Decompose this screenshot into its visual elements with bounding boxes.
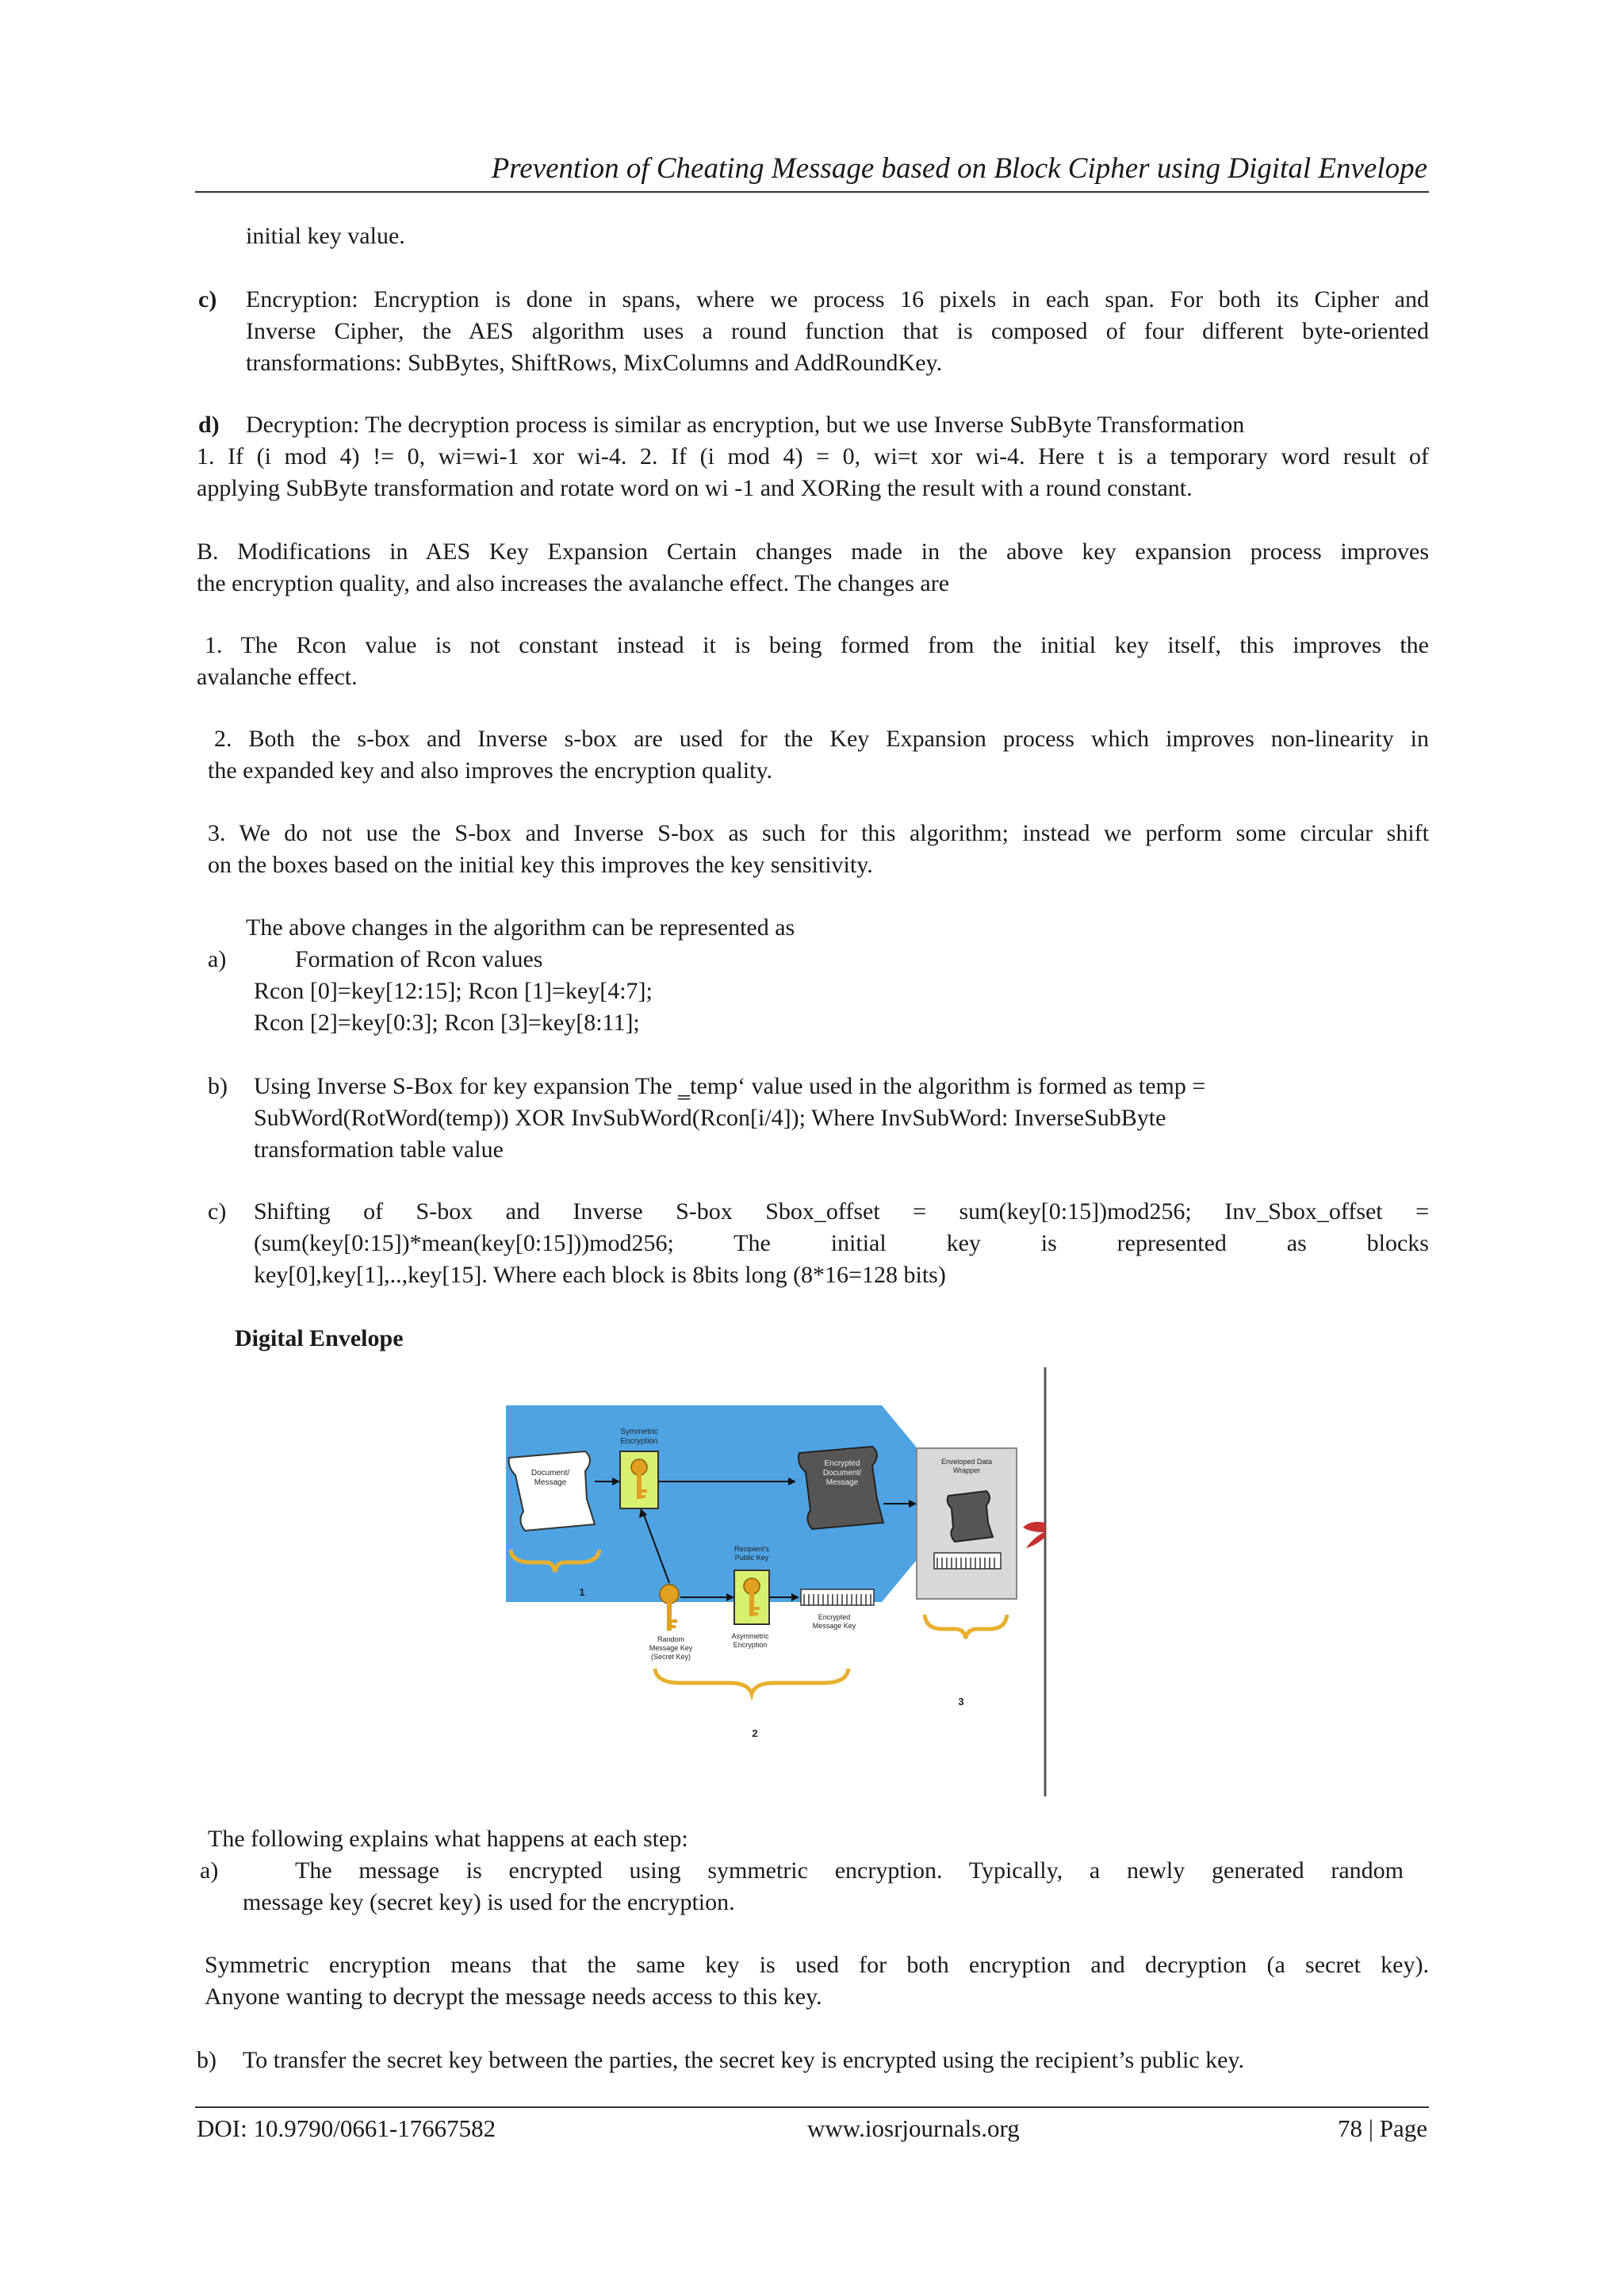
step-b-marker: b) [197, 2047, 216, 2073]
section-b-paragraph [197, 536, 1429, 600]
item-c-marker: c) [198, 286, 217, 312]
rep-c-marker: c) [208, 1198, 227, 1225]
step-1-number: 1 [579, 1586, 585, 1598]
change-2-paragraph [208, 723, 1429, 787]
section-b-line: B. Modifications in AES Key Expansion Certain changes made in the above key expansion process improves [197, 539, 1429, 565]
footer-page-number: 78 | Page [1338, 2114, 1427, 2142]
rep-c-line: key[0],key[1],..,key[15]. Where each block is 8bits long (8*16=128 bits) [254, 1262, 946, 1288]
rep-b-line: Using Inverse S-Box for key expansion The ‗temp‘ value used in the algorithm is formed as temp = [254, 1073, 1206, 1099]
change-3-line: on the boxes based on the initial key this improves the key sensitivity. [208, 852, 873, 878]
rep-a-title: Formation of Rcon values [295, 946, 543, 972]
step-3-brace [925, 1615, 1007, 1639]
document-scroll-icon [509, 1451, 595, 1531]
change-3-line: 3. We do not use the S-box and Inverse S-box as such for this algorithm; instead we perform some circular shift [208, 820, 1429, 846]
change-1-line: 1. The Rcon value is not constant instead it is being formed from the initial key itself, this improves the [205, 632, 1429, 658]
item-c-paragraph [246, 284, 1429, 379]
public-key-label: Recipient's [734, 1545, 769, 1553]
footer-rule [195, 2106, 1429, 2108]
step-a-marker: a) [200, 1857, 219, 1884]
encrypted-document-label: Encrypted [824, 1459, 860, 1468]
encrypted-document-icon [799, 1447, 883, 1529]
steps-intro: The following explains what happens at each step: [208, 1826, 688, 1852]
wrapper-label: Enveloped Data [940, 1458, 993, 1466]
rep-b-line: SubWord(RotWord(temp)) XOR InvSubWord(Rcon[i/4]); Where InvSubWord: InverseSubByte [254, 1105, 1166, 1131]
step-b-text: To transfer the secret key between the parties, the secret key is encrypted using the recipient’s public key. [243, 2047, 1244, 2073]
item-d-paragraph [197, 441, 1429, 504]
step-a-line: The message is encrypted using symmetric encryption. Typically, a newly generated random [295, 1857, 1404, 1884]
random-key-label: Random [657, 1635, 685, 1643]
document-label: Document/ [530, 1469, 570, 1478]
rep-b-line: transformation table value [254, 1137, 504, 1163]
public-key-label: Public Key [734, 1554, 769, 1562]
symmetric-line: Anyone wanting to decrypt the message needs access to this key. [205, 1984, 822, 2010]
change-1-line: avalanche effect. [197, 664, 358, 690]
digital-envelope-figure [476, 1364, 1078, 1808]
footer-website: www.iosrjournals.org [807, 2114, 1020, 2142]
symmetric-key-icon [620, 1451, 658, 1508]
item-c-line: transformations: SubBytes, ShiftRows, MixColumns and AddRoundKey. [246, 350, 943, 376]
item-d-line: Decryption: The decryption process is similar as encryption, but we use Inverse SubByte Transformation [246, 412, 1245, 438]
running-header-title: Prevention of Cheating Message based on Block Cipher using Digital Envelope [491, 152, 1427, 185]
rep-a-formula: Rcon [2]=key[0:3]; Rcon [3]=key[8:11]; [254, 1010, 640, 1036]
change-2-line: 2. Both the s-box and Inverse s-box are used for the Key Expansion process which improves non-linearity in [214, 726, 1429, 752]
symmetric-encryption-label: Encryption [620, 1437, 658, 1446]
item-c-line: Inverse Cipher, the AES algorithm uses a round function that is composed of four different byte-oriented [246, 318, 1429, 344]
encrypted-document-label: Document/ [822, 1469, 862, 1478]
encrypted-key-label: Message Key [812, 1622, 856, 1630]
random-key-label: Message Key [649, 1644, 693, 1652]
step-2-brace [655, 1669, 848, 1694]
step-3-number: 3 [958, 1696, 964, 1708]
pointer-glyph-icon [1023, 1522, 1045, 1548]
item-c-line: Encryption: Encryption is done in spans, where we process 16 pixels in each span. For both its Cipher and [246, 286, 1429, 312]
item-d-line: applying SubByte transformation and rotate word on wi -1 and XORing the result with a round constant. [197, 475, 1193, 501]
section-b-line: the encryption quality, and also increases the avalanche effect. The changes are [197, 570, 950, 596]
encrypted-document-label: Message [825, 1478, 859, 1487]
change-3-paragraph [208, 818, 1429, 881]
rep-a-formula: Rcon [0]=key[12:15]; Rcon [1]=key[4:7]; [254, 978, 653, 1004]
item-d-marker: d) [198, 412, 220, 438]
document-label: Message [534, 1478, 567, 1487]
asymmetric-encryption-label: Asymmetric [731, 1632, 769, 1640]
section-heading: Digital Envelope [235, 1325, 404, 1351]
random-key-icon [660, 1585, 679, 1631]
encrypted-key-strip-icon [801, 1589, 874, 1605]
asymmetric-encryption-label: Encryption [733, 1641, 768, 1649]
step-2-number: 2 [752, 1727, 758, 1739]
change-1-paragraph [197, 630, 1429, 693]
rep-b-paragraph [254, 1071, 1429, 1166]
symmetric-encryption-label: Symmetric [620, 1428, 658, 1436]
wrapper-label: Wrapper [952, 1466, 981, 1474]
continued-text: initial key value. [246, 223, 405, 249]
represented-intro: The above changes in the algorithm can be represented as [246, 914, 795, 941]
symmetric-paragraph [205, 1949, 1429, 2013]
rep-a-marker: a) [208, 946, 227, 972]
envelope-wrapper-icon [917, 1448, 1017, 1599]
header-rule [195, 191, 1429, 193]
change-2-line: the expanded key and also improves the encryption quality. [208, 757, 773, 784]
encrypted-key-label: Encrypted [818, 1613, 851, 1621]
rep-c-line: Shifting of S-box and Inverse S-box Sbox_offset = sum(key[0:15])mod256; Inv_Sbox_offset = [254, 1198, 1429, 1225]
rep-b-marker: b) [208, 1073, 228, 1099]
random-key-label: (Secret Key) [650, 1653, 691, 1661]
step-a-line: message key (secret key) is used for the encryption. [243, 1889, 735, 1915]
footer-doi: DOI: 10.9790/0661-17667582 [197, 2114, 496, 2142]
symmetric-line: Symmetric encryption means that the same key is used for both encryption and decryption (a secret key). [205, 1952, 1429, 1978]
rep-c-paragraph [254, 1196, 1429, 1291]
asymmetric-key-icon [734, 1570, 769, 1624]
rep-c-line: (sum(key[0:15])*mean(key[0:15]))mod256; The initial key is represented as blocks [254, 1230, 1429, 1256]
item-d-line: 1. If (i mod 4) != 0, wi=wi-1 xor wi-4. 2. If (i mod 4) = 0, wi=t xor wi-4. Here t is a temporary word result of [197, 443, 1429, 470]
